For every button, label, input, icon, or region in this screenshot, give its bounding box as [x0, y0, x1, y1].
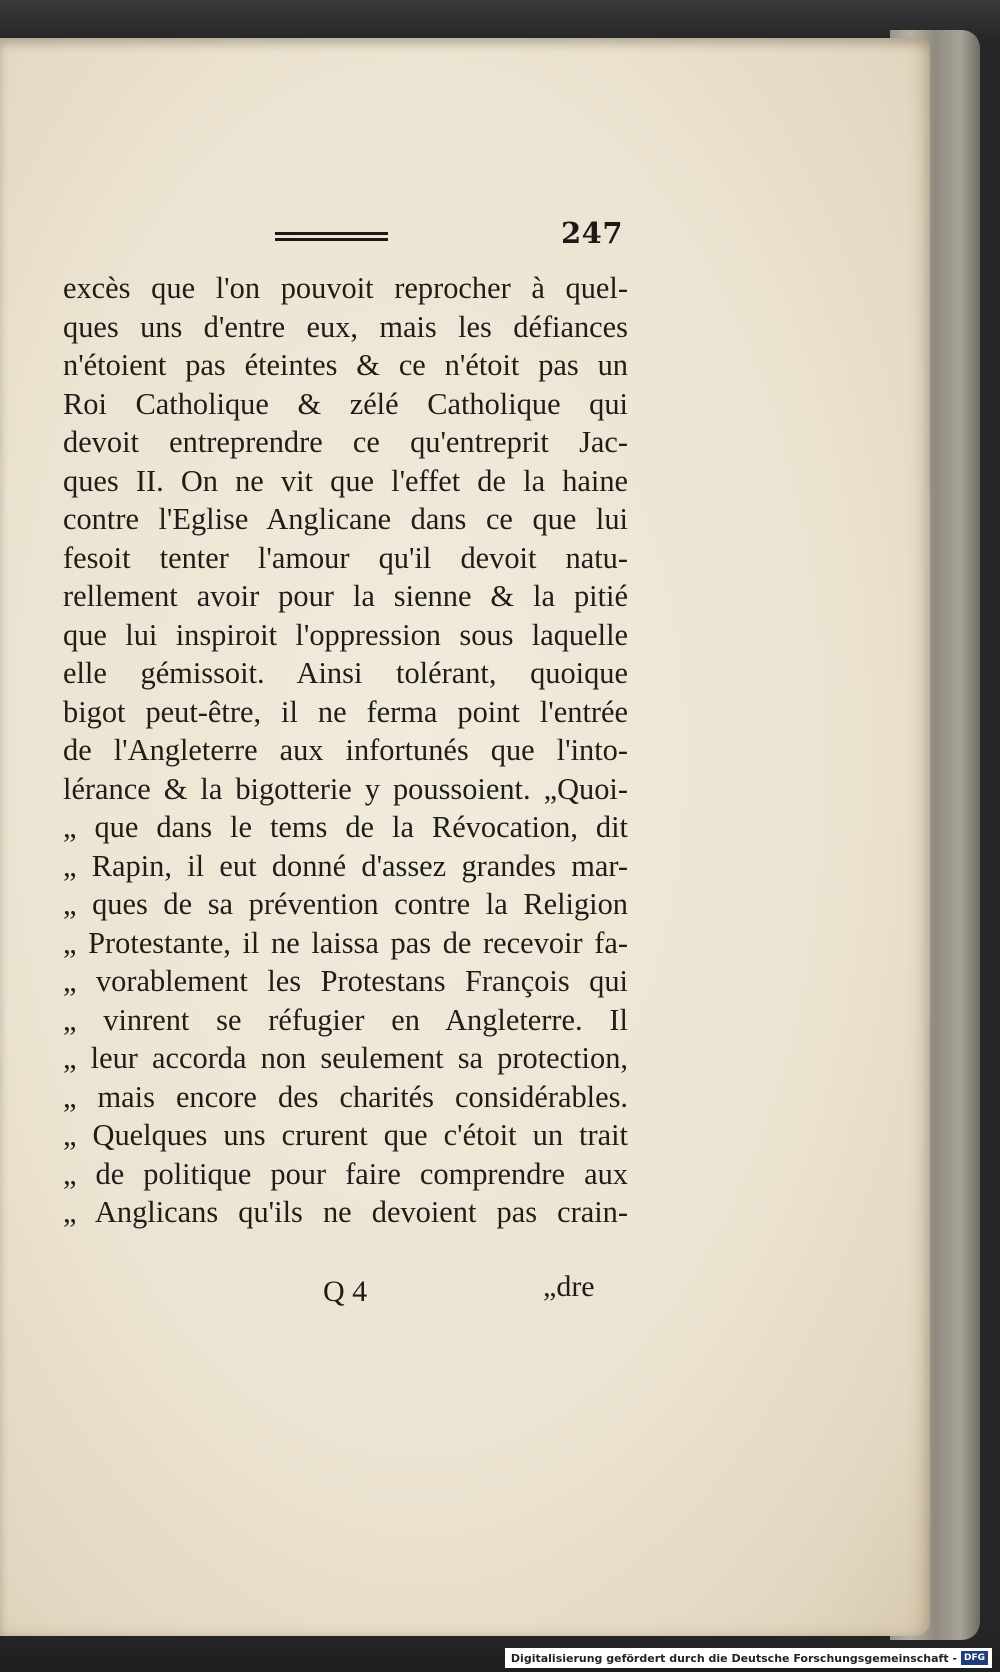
dfg-logo: DFG	[961, 1651, 988, 1665]
text-line: „ que dans le tems de la Révocation, dit	[63, 810, 628, 844]
text-line: „ de politique pour faire comprendre aux	[63, 1156, 628, 1191]
body-text	[63, 269, 628, 1232]
text-line: „ mais encore des charités considérables.	[63, 1079, 628, 1114]
catchword: „dre	[543, 1270, 595, 1303]
credit-text: Digitalisierung gefördert durch die Deutsche Forschungsgemeinschaft -	[510, 1651, 957, 1665]
text-line: „ Protestante, il ne laissa pas de recevoir fa-	[63, 925, 628, 960]
text-line: „ Quelques uns crurent que c'étoit un trait	[63, 1118, 628, 1152]
text-line: n'étoient pas éteintes & ce n'étoit pas un	[63, 348, 628, 382]
text-line: devoit entreprendre ce qu'entreprit Jac-	[63, 425, 628, 459]
signature-mark: Q 4	[323, 1275, 368, 1308]
page-number: 247	[561, 216, 624, 250]
text-line: ques uns d'entre eux, mais les défiances	[63, 309, 628, 344]
text-line: contre l'Eglise Anglicane dans ce que lui	[63, 502, 628, 536]
text-line: „ Anglicans qu'ils ne devoient pas crain-	[63, 1195, 628, 1229]
page-text-block	[63, 38, 628, 1636]
text-line: „ vinrent se réfugier en Angleterre. Il	[63, 1002, 628, 1037]
text-line: lérance & la bigotterie y poussoient. „Quoi-	[63, 771, 628, 806]
text-line: „ vorablement les Protestans François qui	[63, 964, 628, 998]
text-line: „ leur accorda non seulement sa protection,	[63, 1041, 628, 1075]
text-line: „ ques de sa prévention contre la Religion	[63, 887, 628, 921]
text-line: Roi Catholique & zélé Catholique qui	[63, 386, 628, 421]
text-line: que lui inspiroit l'oppression sous laquelle	[63, 617, 628, 652]
header-rule	[275, 232, 388, 241]
digitization-credit	[505, 1648, 992, 1668]
text-line: excès que l'on pouvoit reprocher à quel-	[63, 271, 628, 305]
text-line: elle gémissoit. Ainsi tolérant, quoique	[63, 656, 628, 690]
text-line: „ Rapin, il eut donné d'assez grandes mar-	[63, 848, 628, 883]
text-line: bigot peut-être, il ne ferma point l'entrée	[63, 694, 628, 729]
text-line: fesoit tenter l'amour qu'il devoit natu-	[63, 540, 628, 575]
book-page	[0, 38, 930, 1636]
text-line: rellement avoir pour la sienne & la pitié	[63, 579, 628, 613]
text-line: ques II. On ne vit que l'effet de la haine	[63, 463, 628, 498]
text-line: de l'Angleterre aux infortunés que l'into-	[63, 733, 628, 767]
